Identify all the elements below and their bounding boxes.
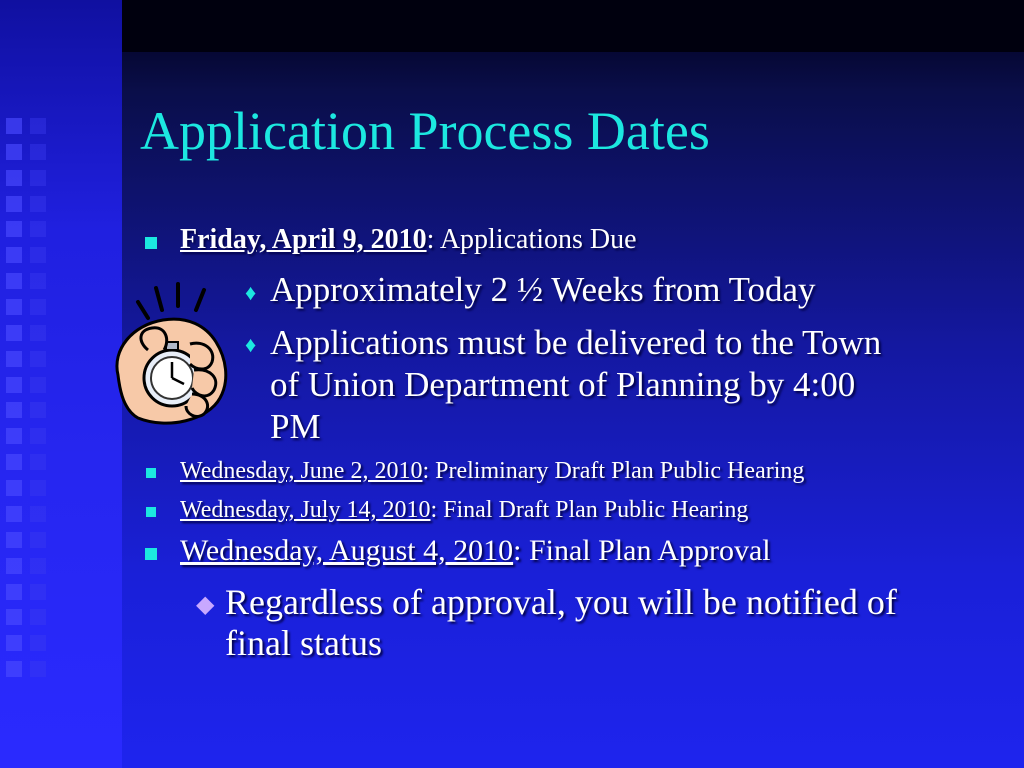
item-text: : Preliminary Draft Plan Public Hearing — [422, 458, 805, 484]
bullet-square — [146, 507, 156, 517]
date-label: Wednesday, July 14, 2010 — [180, 497, 431, 523]
list-item — [180, 458, 804, 485]
sub-list-item: Applications must be delivered to the Town of Union Department of Planning by 4:00 PM — [270, 323, 882, 446]
date-label: Wednesday, August 4, 2010 — [180, 534, 514, 567]
item-text: : Final Plan Approval — [513, 534, 771, 567]
sub-list-item: Approximately 2 ½ Weeks from Today — [270, 270, 816, 309]
bullet-square — [145, 237, 157, 249]
date-label: Wednesday, June 2, 2010 — [180, 458, 423, 484]
list-item — [180, 497, 748, 524]
sub-list-item: Regardless of approval, you will be notified of final status — [225, 582, 897, 663]
list-item — [180, 534, 771, 568]
date-label: Friday, April 9, 2010 — [180, 224, 427, 255]
list-item — [180, 224, 637, 256]
slide-title: Application Process Dates — [140, 101, 710, 161]
stopwatch-hand-icon — [108, 280, 238, 430]
diamond-bullet-icon: ◆ — [196, 592, 215, 618]
diamond-bullet-icon: ♦ — [245, 280, 257, 305]
bullet-square — [146, 468, 156, 478]
item-text: : Final Draft Plan Public Hearing — [430, 497, 749, 523]
bullet-square — [145, 548, 157, 560]
diamond-bullet-icon: ♦ — [245, 332, 257, 357]
item-text: : Applications Due — [426, 224, 637, 255]
